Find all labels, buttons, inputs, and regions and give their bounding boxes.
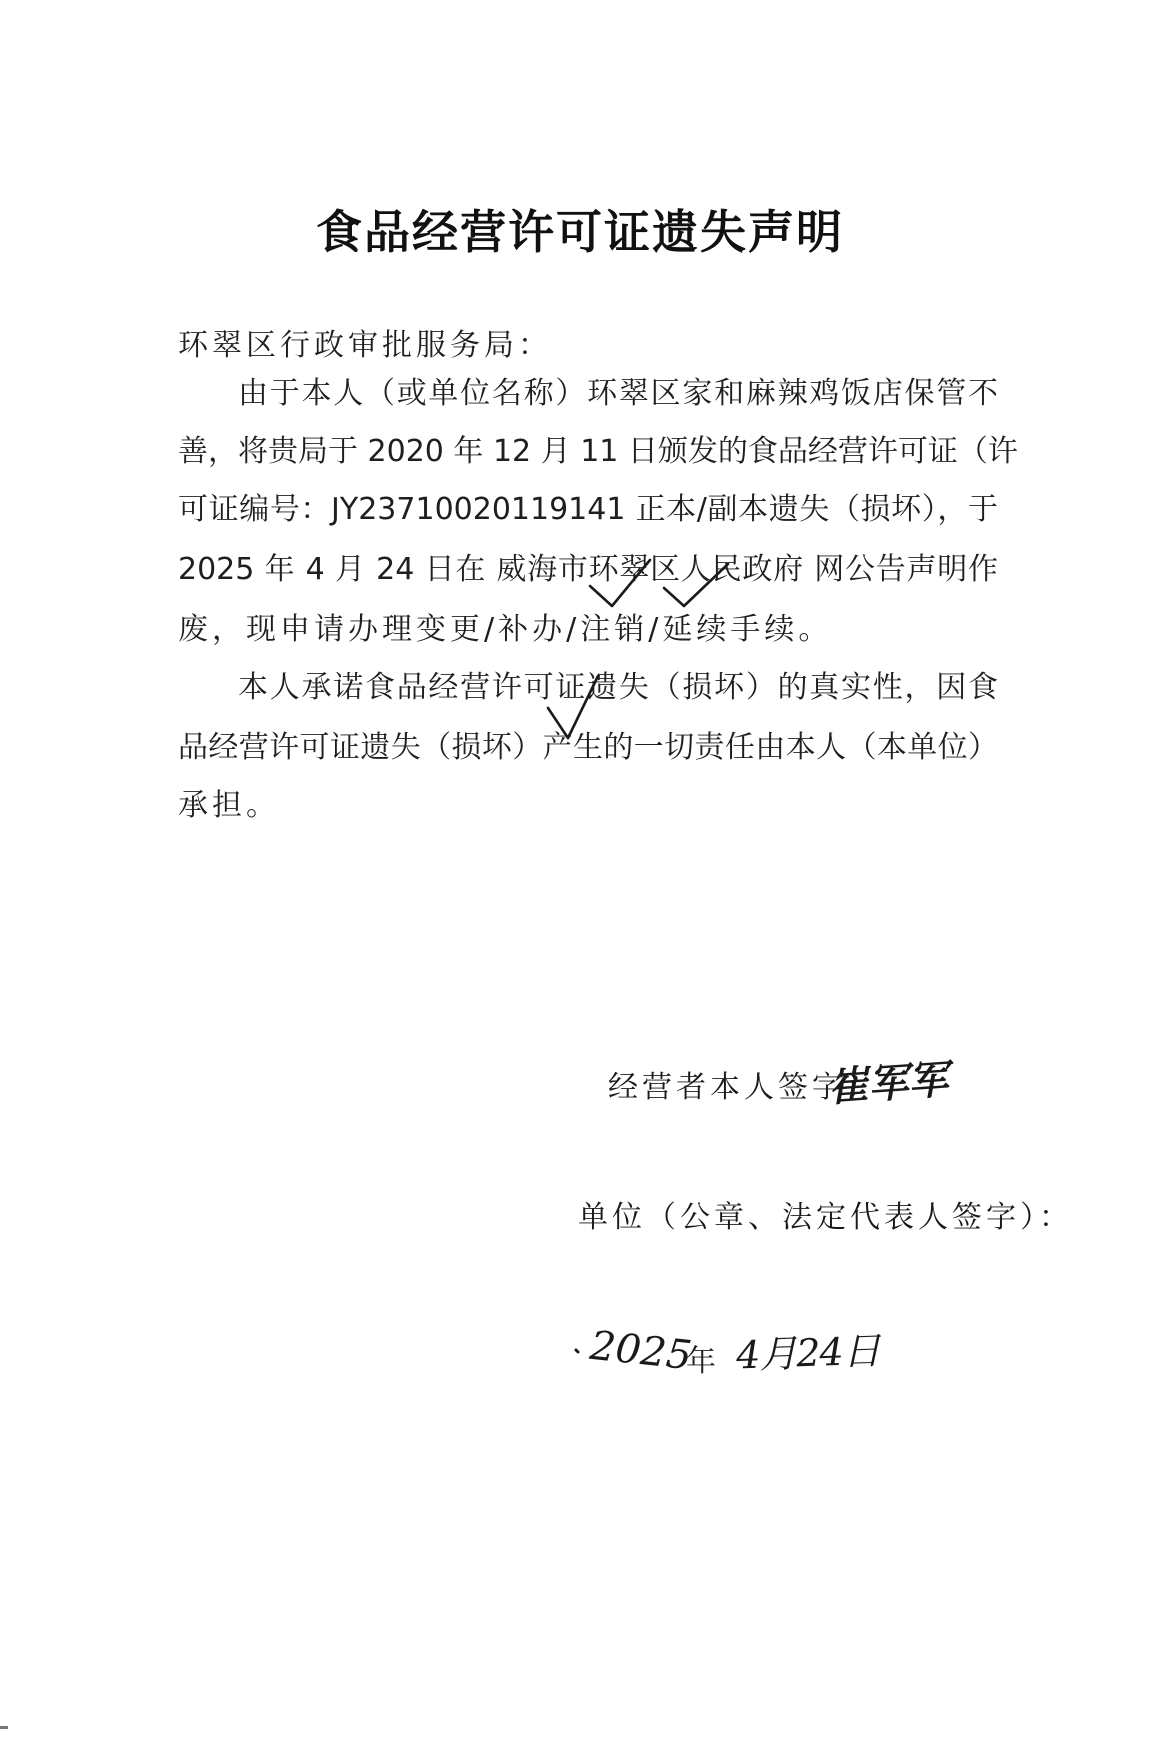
paragraph2-line-1: 本人承诺食品经营许可证遗失（损坏）的真实性，因食: [238, 670, 998, 705]
paragraph1-line-3: 可证编号：JY23710020119141 正本/副本遗失（损坏），于: [178, 492, 998, 527]
signature-label: 经营者本人签字：: [608, 1070, 880, 1105]
paragraph2-line-3: 承担。: [178, 788, 280, 823]
document-title: 食品经营许可证遗失声明: [316, 205, 844, 259]
handwritten-signature: 崔军军: [826, 1055, 950, 1112]
date-year: 2025: [587, 1322, 694, 1380]
recipient-line: 环翠区行政审批服务局：: [178, 328, 552, 363]
date-dot: [576, 1350, 578, 1352]
paragraph1-line-2: 善，将贵局于 2020 年 12 月 11 日颁发的食品经营许可证（许: [178, 434, 1018, 469]
paragraph1-line-1: 由于本人（或单位名称）环翠区家和麻辣鸡饭店保管不: [238, 376, 998, 411]
handwritten-date: [587, 1322, 910, 1382]
paragraph2-line-2: 品经营许可证遗失（损坏）产生的一切责任由本人（本单位）: [178, 730, 998, 765]
date-month-day: 4月24日: [735, 1328, 881, 1378]
paragraph1-line-5: 废，现申请办理变更/补办/注销/延续手续。: [178, 612, 833, 647]
scan-edge-mark: [0, 1726, 8, 1729]
paragraph1-line-4: 2025 年 4 月 24 日在 威海市环翠区人民政府 网公告声明作: [178, 552, 998, 587]
date-year-label: 年: [686, 1344, 716, 1379]
unit-seal-label: 单位（公章、法定代表人签字）：: [578, 1200, 1073, 1235]
